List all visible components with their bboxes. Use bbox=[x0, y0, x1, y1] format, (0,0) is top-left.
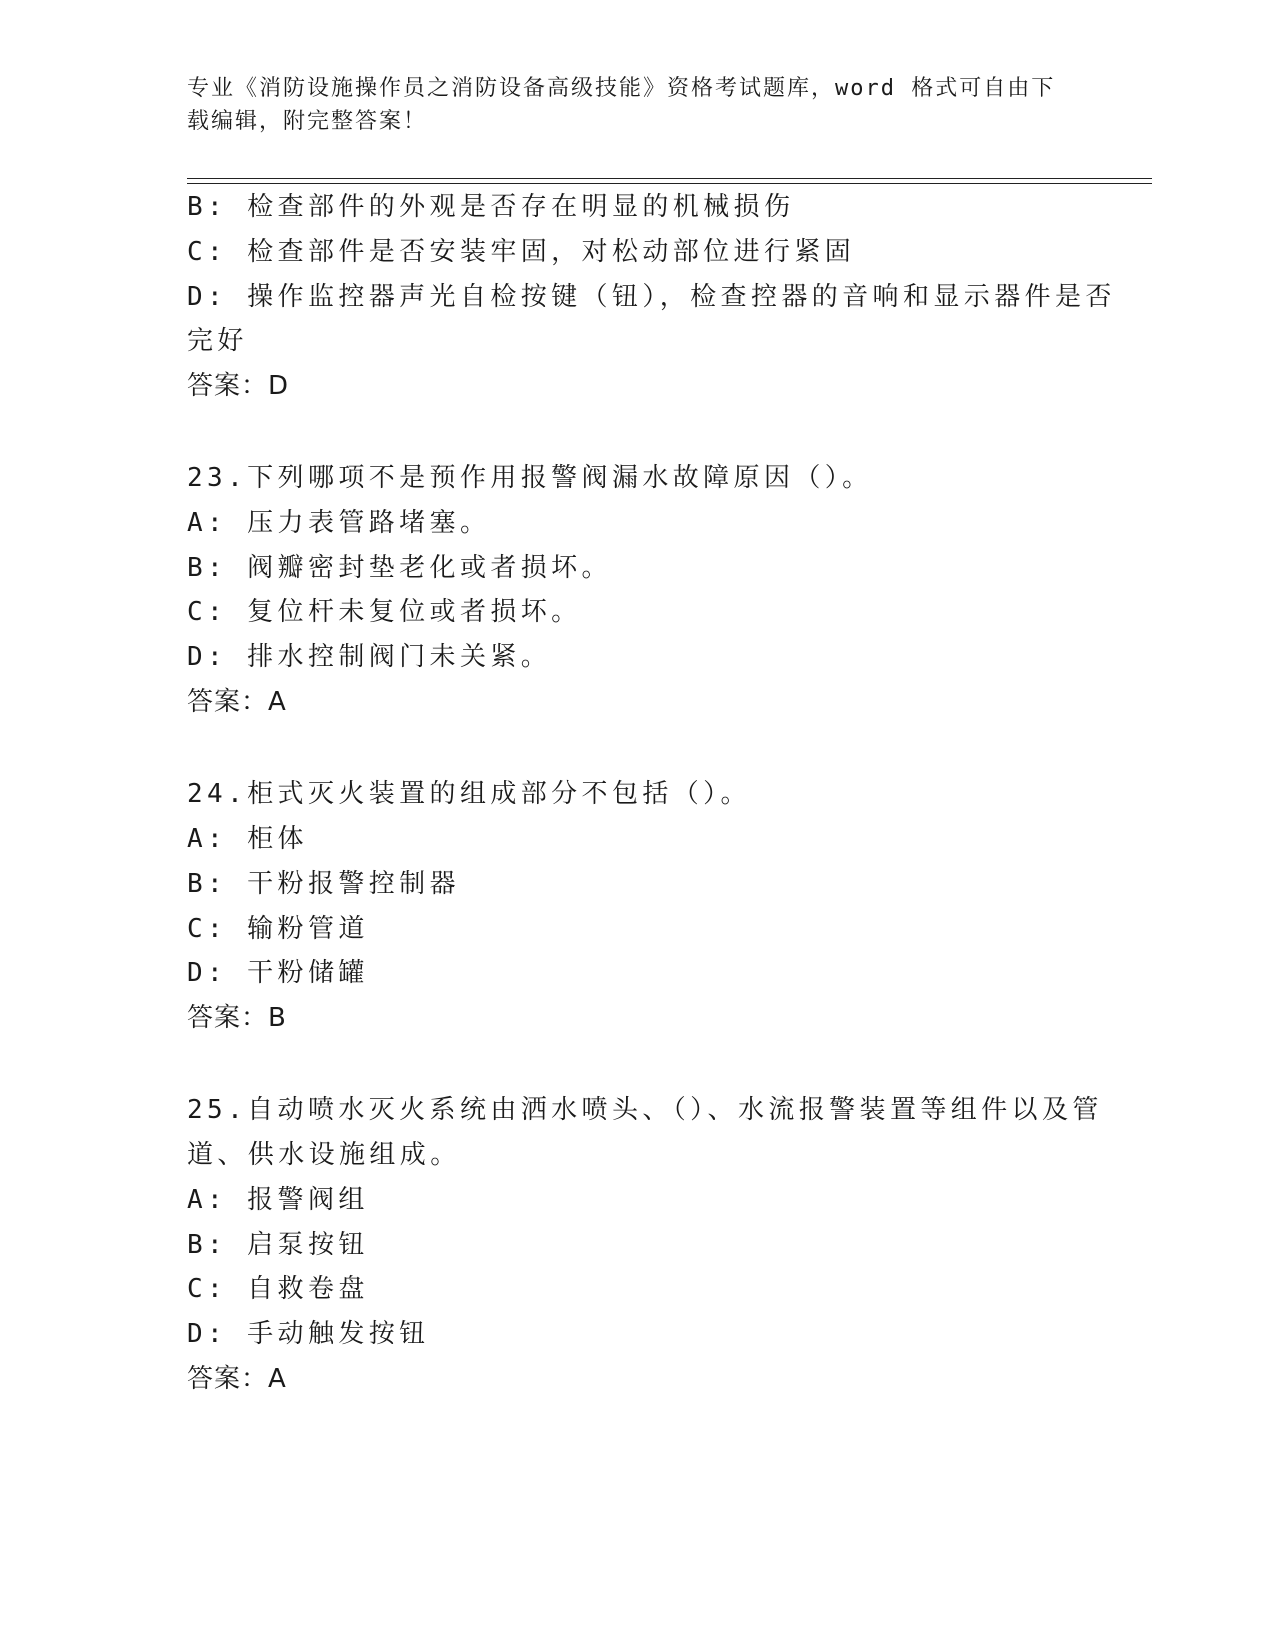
header-divider-bottom bbox=[187, 183, 1152, 184]
q24-answer: 答案：B bbox=[187, 1003, 287, 1033]
q22-option-d-line-2: 完好 bbox=[187, 326, 248, 356]
q23-option-c: C: 复位杆未复位或者损坏。 bbox=[187, 597, 582, 627]
q23-option-a: A: 压力表管路堵塞。 bbox=[187, 508, 491, 538]
document-header bbox=[187, 72, 1067, 138]
q25-stem-line-2: 道、供水设施组成。 bbox=[187, 1140, 461, 1170]
q23-option-b: B: 阀瓣密封垫老化或者损坏。 bbox=[187, 553, 612, 583]
q22-answer: 答案：D bbox=[187, 371, 290, 401]
header-divider-top bbox=[187, 178, 1152, 179]
q22-option-b: B: 检查部件的外观是否存在明显的机械损伤 bbox=[187, 192, 795, 222]
q23-option-d: D: 排水控制阀门未关紧。 bbox=[187, 642, 552, 672]
q24-option-d: D: 干粉储罐 bbox=[187, 958, 369, 988]
q25-option-a: A: 报警阀组 bbox=[187, 1185, 369, 1215]
q25-stem-line-1: 25.自动喷水灭火系统由洒水喷头、（）、水流报警装置等组件以及管 bbox=[187, 1095, 1103, 1125]
q23-answer: 答案：A bbox=[187, 687, 287, 717]
q24-option-b: B: 干粉报警控制器 bbox=[187, 869, 460, 899]
q24-option-c: C: 输粉管道 bbox=[187, 914, 369, 944]
q24-stem: 24.柜式灭火装置的组成部分不包括（）。 bbox=[187, 779, 751, 809]
header-line-2: 载编辑，附完整答案！ bbox=[187, 109, 428, 134]
q25-option-b: B: 启泵按钮 bbox=[187, 1230, 369, 1260]
q23-stem: 23.下列哪项不是预作用报警阀漏水故障原因（）。 bbox=[187, 463, 873, 493]
q24-option-a: A: 柜体 bbox=[187, 824, 308, 854]
q25-option-c: C: 自救卷盘 bbox=[187, 1274, 369, 1304]
header-line-1: 专业《消防设施操作员之消防设备高级技能》资格考试题库，word 格式可自由下 bbox=[187, 76, 1056, 101]
q22-option-c: C: 检查部件是否安装牢固，对松动部位进行紧固 bbox=[187, 237, 856, 267]
q25-answer: 答案：A bbox=[187, 1364, 287, 1394]
q25-option-d: D: 手动触发按钮 bbox=[187, 1319, 430, 1349]
q22-option-d-line-1: D: 操作监控器声光自检按键（钮），检查控器的音响和显示器件是否 bbox=[187, 282, 1116, 312]
